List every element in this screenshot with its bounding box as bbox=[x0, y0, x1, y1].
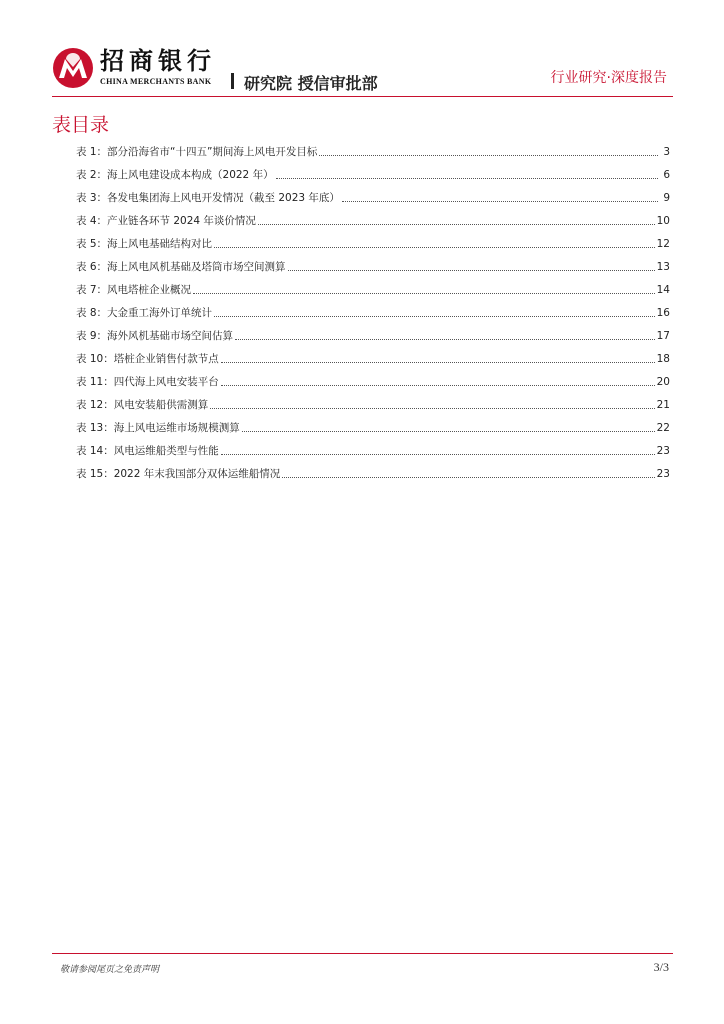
toc-entry[interactable] bbox=[76, 462, 670, 485]
toc-entry-label: 表 13：海上风电运维市场规模测算 bbox=[76, 422, 240, 434]
toc-entry[interactable] bbox=[76, 393, 670, 416]
toc-entry-page: 6 bbox=[663, 168, 670, 181]
toc-leader-dots bbox=[214, 316, 655, 317]
department-label: 研究院 授信审批部 bbox=[244, 74, 378, 93]
header-rule bbox=[52, 96, 673, 97]
toc-entry[interactable] bbox=[76, 278, 670, 301]
toc-entry-label: 表 1：部分沿海省市“十四五”期间海上风电开发目标 bbox=[76, 146, 318, 158]
toc-leader-dots bbox=[210, 408, 654, 409]
toc-leader-dots bbox=[342, 201, 658, 202]
toc-leader-dots bbox=[319, 155, 658, 156]
toc-entry[interactable] bbox=[76, 209, 670, 232]
toc-entry-page: 12 bbox=[656, 237, 670, 250]
header-divider bbox=[231, 73, 234, 89]
footer-page-number: 3/3 bbox=[653, 960, 669, 974]
toc-entry-label: 表 12：风电安装船供需测算 bbox=[76, 399, 209, 411]
toc-leader-dots bbox=[282, 477, 654, 478]
bank-name-en: CHINA MERCHANTS BANK bbox=[100, 77, 212, 86]
toc-entry[interactable] bbox=[76, 301, 670, 324]
toc-entry-label: 表 6：海上风电风机基础及塔筒市场空间测算 bbox=[76, 261, 286, 273]
toc-entry-label: 表 11：四代海上风电安装平台 bbox=[76, 376, 219, 388]
toc-leader-dots bbox=[258, 224, 655, 225]
toc-leader-dots bbox=[221, 385, 655, 386]
page-header bbox=[52, 44, 672, 96]
toc-entry[interactable] bbox=[76, 347, 670, 370]
toc-entry-label: 表 10：塔桩企业销售付款节点 bbox=[76, 353, 219, 365]
toc-entry[interactable] bbox=[76, 439, 670, 462]
toc-entry[interactable] bbox=[76, 255, 670, 278]
toc-entry[interactable] bbox=[76, 370, 670, 393]
toc-entry-page: 18 bbox=[656, 352, 670, 365]
toc-leader-dots bbox=[214, 247, 655, 248]
toc-entry[interactable] bbox=[76, 186, 670, 209]
toc-entry-page: 17 bbox=[656, 329, 670, 342]
toc-entry-page: 23 bbox=[656, 444, 670, 457]
toc-entry-label: 表 8：大金重工海外订单统计 bbox=[76, 307, 213, 319]
toc-entry-page: 23 bbox=[656, 467, 670, 480]
toc-entry-page: 10 bbox=[656, 214, 670, 227]
toc-leader-dots bbox=[288, 270, 655, 271]
footer-disclaimer: 敬请参阅尾页之免责声明 bbox=[60, 965, 160, 975]
bank-name-cn: 招商银行 bbox=[100, 47, 216, 75]
toc-entry-label: 表 2：海上风电建设成本构成（2022 年） bbox=[76, 169, 274, 181]
toc-leader-dots bbox=[242, 431, 655, 432]
toc-entry-label: 表 4：产业链各环节 2024 年谈价情况 bbox=[76, 215, 256, 227]
toc-leader-dots bbox=[221, 454, 655, 455]
toc-entry-label: 表 15：2022 年末我国部分双体运维船情况 bbox=[76, 468, 281, 480]
toc-entry-label: 表 3：各发电集团海上风电开发情况（截至 2023 年底） bbox=[76, 192, 340, 204]
toc-title: 表目录 bbox=[52, 114, 110, 136]
toc-entry-label: 表 9：海外风机基础市场空间估算 bbox=[76, 330, 234, 342]
toc-leader-dots bbox=[221, 362, 655, 363]
report-category: 行业研究·深度报告 bbox=[550, 70, 667, 86]
toc-entry-page: 20 bbox=[656, 375, 670, 388]
toc-list bbox=[76, 140, 670, 485]
toc-entry[interactable] bbox=[76, 232, 670, 255]
toc-entry-page: 13 bbox=[656, 260, 670, 273]
toc-entry[interactable] bbox=[76, 324, 670, 347]
toc-entry-page: 9 bbox=[663, 191, 670, 204]
toc-entry-page: 14 bbox=[656, 283, 670, 296]
toc-entry-page: 21 bbox=[656, 398, 670, 411]
bank-logo-icon bbox=[52, 47, 94, 89]
toc-entry-label: 表 14：风电运维船类型与性能 bbox=[76, 445, 219, 457]
toc-entry[interactable] bbox=[76, 163, 670, 186]
toc-entry-page: 3 bbox=[663, 145, 670, 158]
footer-rule bbox=[52, 953, 673, 954]
toc-entry-page: 16 bbox=[656, 306, 670, 319]
toc-entry-label: 表 7：风电塔桩企业概况 bbox=[76, 284, 192, 296]
toc-entry-page: 22 bbox=[656, 421, 670, 434]
toc-leader-dots bbox=[193, 293, 655, 294]
toc-leader-dots bbox=[276, 178, 658, 179]
toc-entry[interactable] bbox=[76, 416, 670, 439]
toc-leader-dots bbox=[235, 339, 655, 340]
toc-entry[interactable] bbox=[76, 140, 670, 163]
toc-entry-label: 表 5：海上风电基础结构对比 bbox=[76, 238, 213, 250]
